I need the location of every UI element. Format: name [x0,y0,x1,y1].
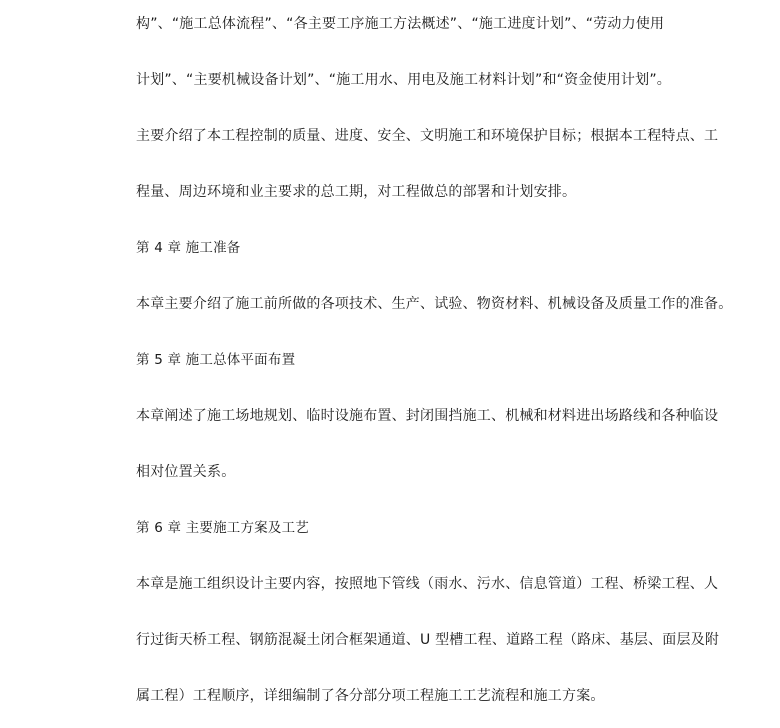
chapter-5-heading: 第 5 章 施工总体平面布置 [136,352,296,368]
paragraph-line: 主要介绍了本工程控制的质量、进度、安全、文明施工和环境保护目标；根据本工程特点、工 [136,128,719,144]
paragraph-line: 行过街天桥工程、钢筋混凝土闭合框架通道、U 型槽工程、道路工程（路床、基层、面层及附 [136,632,720,648]
paragraph-line: 计划”、“主要机械设备计划”、“施工用水、用电及施工材料计划”和“资金使用计划”。 [136,72,671,88]
paragraph-line: 相对位置关系。 [136,464,236,480]
chapter-4-heading: 第 4 章 施工准备 [136,240,241,256]
paragraph-line: 本章主要介绍了施工前所做的各项技术、生产、试验、物资材料、机械设备及质量工作的准备。 [136,296,733,312]
paragraph-line: 程量、周边环境和业主要求的总工期，对工程做总的部署和计划安排。 [136,184,577,200]
paragraph-line: 本章是施工组织设计主要内容，按照地下管线（雨水、污水、信息管道）工程、桥梁工程、人 [136,576,719,592]
paragraph-line: 本章阐述了施工场地规划、临时设施布置、封闭围挡施工、机械和材料进出场路线和各种临设 [136,408,719,424]
paragraph-line: 构”、“施工总体流程”、“各主要工序施工方法概述”、“施工进度计划”、“劳动力使用 [136,16,665,32]
chapter-6-heading: 第 6 章 主要施工方案及工艺 [136,520,309,536]
paragraph-line: 属工程）工程顺序，详细编制了各分部分项工程施工工艺流程和施工方案。 [136,688,605,704]
